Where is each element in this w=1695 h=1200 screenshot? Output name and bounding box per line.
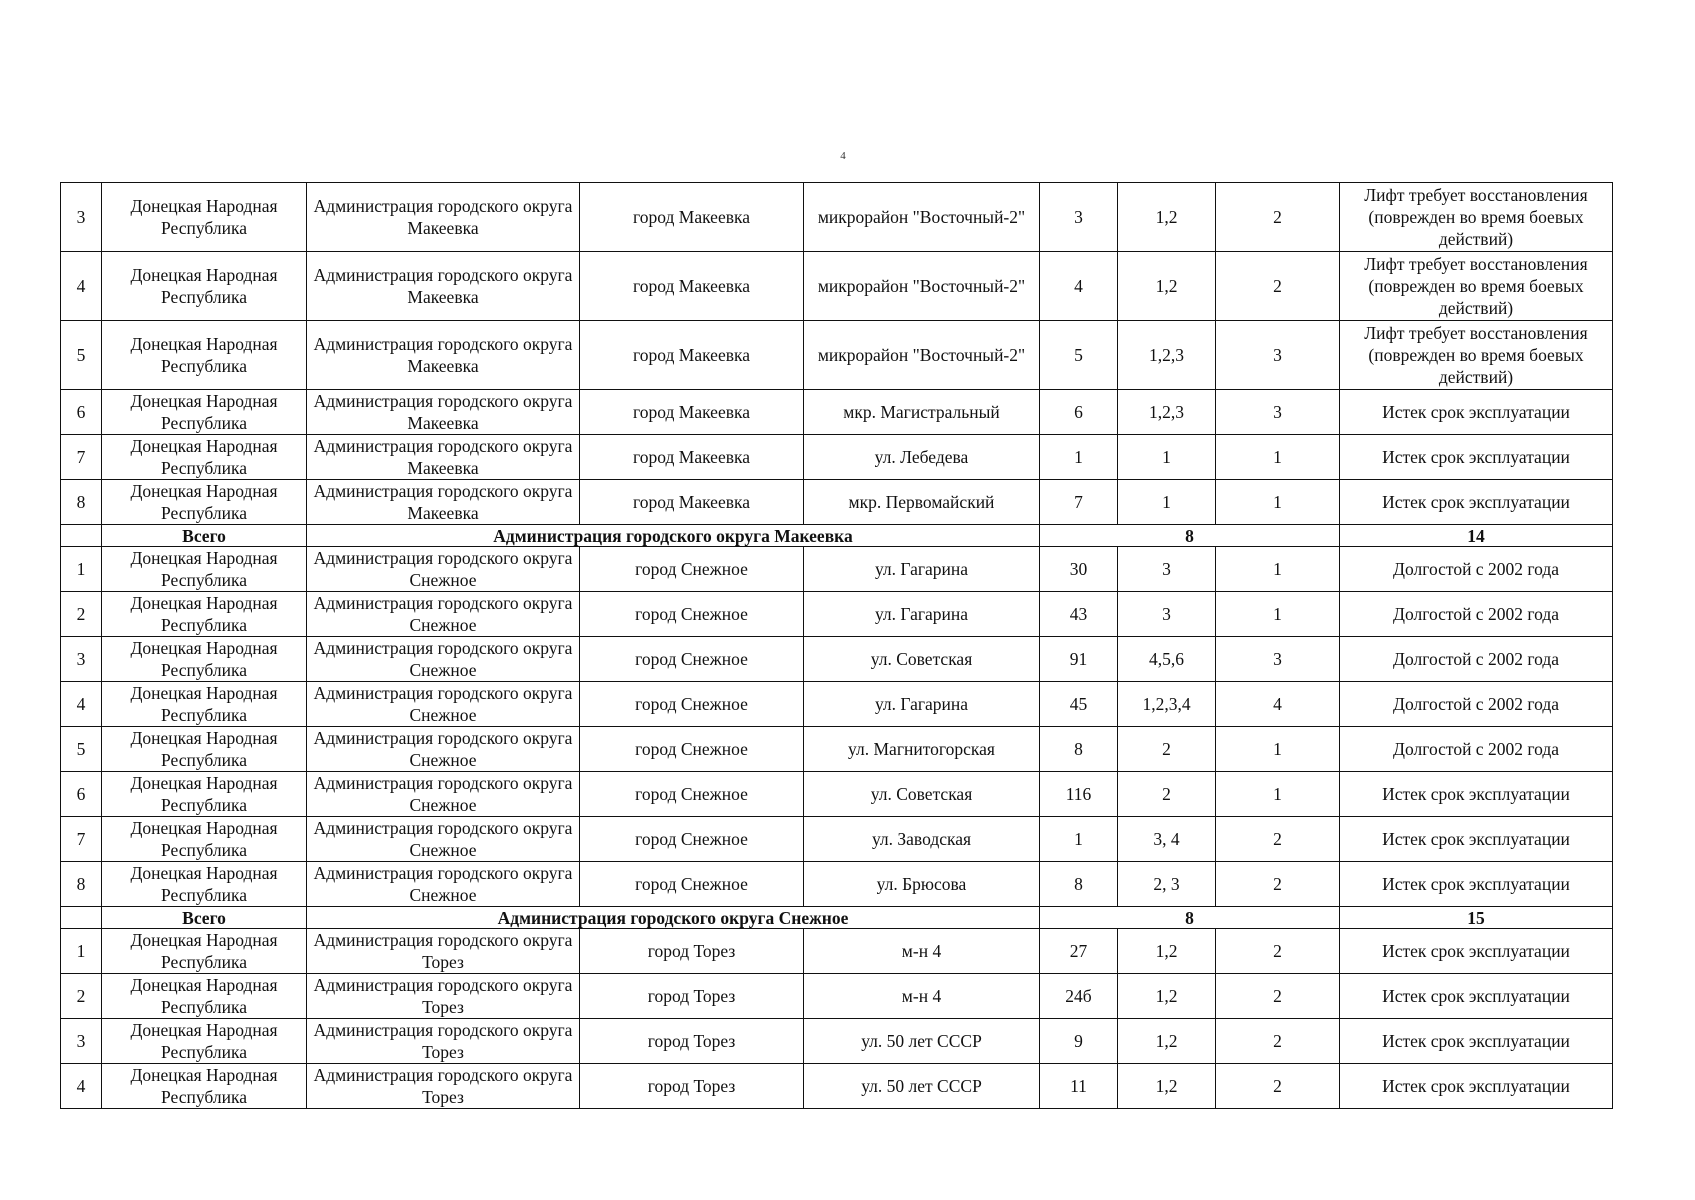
region-cell: Донецкая Народная Республика [102,480,307,525]
total-blank-cell [61,525,102,547]
city-cell: город Макеевка [580,480,804,525]
city-cell: город Макеевка [580,183,804,252]
region-cell: Донецкая Народная Республика [102,321,307,390]
table-row [61,183,1613,252]
table-row [61,929,1613,974]
city-cell: город Торез [580,1019,804,1064]
table-row [61,480,1613,525]
administration-cell: Администрация городского округа Торез [307,1019,580,1064]
street-cell: ул. Магнитогорская [804,727,1040,772]
street-cell: м-н 4 [804,929,1040,974]
region-cell: Донецкая Народная Республика [102,547,307,592]
house-number-cell: 5 [1040,321,1118,390]
table-row [61,974,1613,1019]
street-cell: ул. Советская [804,637,1040,682]
administration-cell: Администрация городского округа Снежное [307,547,580,592]
reason-cell: Истек срок эксплуатации [1340,480,1613,525]
entrances-cell: 3, 4 [1118,817,1216,862]
administration-cell: Администрация городского округа Торез [307,974,580,1019]
table-row [61,637,1613,682]
row-number-cell: 4 [61,1064,102,1109]
table-row [61,862,1613,907]
lift-count-cell: 1 [1216,435,1340,480]
reason-cell: Долгостой с 2002 года [1340,592,1613,637]
street-cell: ул. Заводская [804,817,1040,862]
row-number-cell: 1 [61,929,102,974]
lift-count-cell: 2 [1216,974,1340,1019]
house-number-cell: 45 [1040,682,1118,727]
row-number-cell: 2 [61,592,102,637]
region-cell: Донецкая Народная Республика [102,974,307,1019]
entrances-cell: 1,2 [1118,1064,1216,1109]
region-cell: Донецкая Народная Республика [102,390,307,435]
administration-cell: Администрация городского округа Снежное [307,862,580,907]
administration-cell: Администрация городского округа Макеевка [307,480,580,525]
row-number-cell: 7 [61,817,102,862]
reason-cell: Долгостой с 2002 года [1340,547,1613,592]
entrances-cell: 2 [1118,727,1216,772]
administration-cell: Администрация городского округа Торез [307,929,580,974]
lift-count-cell: 2 [1216,1064,1340,1109]
administration-cell: Администрация городского округа Макеевка [307,321,580,390]
lift-count-cell: 1 [1216,772,1340,817]
lift-count-cell: 1 [1216,547,1340,592]
table-row [61,435,1613,480]
reason-cell: Долгостой с 2002 года [1340,682,1613,727]
city-cell: город Снежное [580,817,804,862]
street-cell: ул. Гагарина [804,547,1040,592]
street-cell: м-н 4 [804,974,1040,1019]
entrances-cell: 1,2,3 [1118,390,1216,435]
row-number-cell: 5 [61,321,102,390]
entrances-cell: 1,2 [1118,252,1216,321]
region-cell: Донецкая Народная Республика [102,727,307,772]
city-cell: город Снежное [580,547,804,592]
table-row [61,772,1613,817]
total-row [61,525,1613,547]
street-cell: мкр. Магистральный [804,390,1040,435]
city-cell: город Торез [580,1064,804,1109]
administration-cell: Администрация городского округа Снежное [307,817,580,862]
region-cell: Донецкая Народная Республика [102,817,307,862]
city-cell: город Снежное [580,682,804,727]
entrances-cell: 3 [1118,592,1216,637]
table-row [61,390,1613,435]
region-cell: Донецкая Народная Республика [102,252,307,321]
entrances-cell: 1,2 [1118,974,1216,1019]
table-row [61,817,1613,862]
row-number-cell: 4 [61,252,102,321]
table-row [61,1019,1613,1064]
lift-registry-table [60,182,1613,1109]
reason-cell: Долгостой с 2002 года [1340,727,1613,772]
city-cell: город Снежное [580,727,804,772]
reason-cell: Лифт требует восстановления (поврежден во время боевых действий) [1340,321,1613,390]
lift-count-cell: 2 [1216,183,1340,252]
entrances-cell: 3 [1118,547,1216,592]
region-cell: Донецкая Народная Республика [102,637,307,682]
administration-cell: Администрация городского округа Снежное [307,592,580,637]
house-number-cell: 91 [1040,637,1118,682]
lift-count-cell: 1 [1216,480,1340,525]
region-cell: Донецкая Народная Республика [102,1064,307,1109]
row-number-cell: 5 [61,727,102,772]
lift-count-cell: 2 [1216,929,1340,974]
table-row [61,252,1613,321]
administration-cell: Администрация городского округа Макеевка [307,252,580,321]
city-cell: город Снежное [580,772,804,817]
administration-cell: Администрация городского округа Снежное [307,727,580,772]
row-number-cell: 6 [61,772,102,817]
city-cell: город Снежное [580,637,804,682]
lift-count-cell: 2 [1216,817,1340,862]
lift-count-cell: 2 [1216,252,1340,321]
table-row [61,592,1613,637]
reason-cell: Лифт требует восстановления (поврежден во время боевых действий) [1340,252,1613,321]
street-cell: мкр. Первомайский [804,480,1040,525]
lift-count-cell: 1 [1216,592,1340,637]
region-cell: Донецкая Народная Республика [102,929,307,974]
city-cell: город Макеевка [580,390,804,435]
row-number-cell: 4 [61,682,102,727]
reason-cell: Истек срок эксплуатации [1340,1064,1613,1109]
house-number-cell: 4 [1040,252,1118,321]
row-number-cell: 2 [61,974,102,1019]
row-number-cell: 7 [61,435,102,480]
street-cell: микрорайон "Восточный-2" [804,321,1040,390]
entrances-cell: 1,2 [1118,1019,1216,1064]
total-administration-cell: Администрация городского округа Снежное [307,907,1040,929]
house-number-cell: 27 [1040,929,1118,974]
reason-cell: Истек срок эксплуатации [1340,772,1613,817]
total-label-cell: Всего [102,907,307,929]
street-cell: ул. Гагарина [804,592,1040,637]
city-cell: город Торез [580,974,804,1019]
reason-cell: Истек срок эксплуатации [1340,817,1613,862]
region-cell: Донецкая Народная Республика [102,1019,307,1064]
street-cell: ул. Лебедева [804,435,1040,480]
house-number-cell: 30 [1040,547,1118,592]
house-number-cell: 1 [1040,817,1118,862]
administration-cell: Администрация городского округа Макеевка [307,390,580,435]
city-cell: город Макеевка [580,435,804,480]
street-cell: ул. 50 лет СССР [804,1064,1040,1109]
administration-cell: Администрация городского округа Снежное [307,637,580,682]
reason-cell: Истек срок эксплуатации [1340,862,1613,907]
page-number: 4 [840,150,846,162]
row-number-cell: 6 [61,390,102,435]
total-label-cell: Всего [102,525,307,547]
table-row [61,727,1613,772]
street-cell: ул. Брюсова [804,862,1040,907]
row-number-cell: 3 [61,1019,102,1064]
city-cell: город Макеевка [580,321,804,390]
region-cell: Донецкая Народная Республика [102,183,307,252]
house-number-cell: 116 [1040,772,1118,817]
house-number-cell: 11 [1040,1064,1118,1109]
lift-count-cell: 3 [1216,637,1340,682]
house-number-cell: 8 [1040,727,1118,772]
street-cell: ул. Советская [804,772,1040,817]
reason-cell: Истек срок эксплуатации [1340,435,1613,480]
region-cell: Донецкая Народная Республика [102,435,307,480]
row-number-cell: 3 [61,637,102,682]
table-row [61,682,1613,727]
table-row [61,1064,1613,1109]
entrances-cell: 1 [1118,435,1216,480]
total-lifts-cell: 15 [1340,907,1613,929]
table-row [61,321,1613,390]
reason-cell: Долгостой с 2002 года [1340,637,1613,682]
row-number-cell: 3 [61,183,102,252]
reason-cell: Лифт требует восстановления (поврежден во время боевых действий) [1340,183,1613,252]
total-blank-cell [61,907,102,929]
entrances-cell: 2, 3 [1118,862,1216,907]
lift-count-cell: 3 [1216,390,1340,435]
reason-cell: Истек срок эксплуатации [1340,390,1613,435]
entrances-cell: 1 [1118,480,1216,525]
administration-cell: Администрация городского округа Макеевка [307,183,580,252]
entrances-cell: 1,2 [1118,183,1216,252]
house-number-cell: 43 [1040,592,1118,637]
total-lifts-cell: 14 [1340,525,1613,547]
region-cell: Донецкая Народная Республика [102,592,307,637]
entrances-cell: 1,2 [1118,929,1216,974]
total-houses-cell: 8 [1040,907,1340,929]
house-number-cell: 7 [1040,480,1118,525]
city-cell: город Снежное [580,862,804,907]
house-number-cell: 9 [1040,1019,1118,1064]
street-cell: микрорайон "Восточный-2" [804,183,1040,252]
lift-count-cell: 2 [1216,1019,1340,1064]
total-administration-cell: Администрация городского округа Макеевка [307,525,1040,547]
total-houses-cell: 8 [1040,525,1340,547]
region-cell: Донецкая Народная Республика [102,772,307,817]
total-row [61,907,1613,929]
house-number-cell: 8 [1040,862,1118,907]
reason-cell: Истек срок эксплуатации [1340,1019,1613,1064]
reason-cell: Истек срок эксплуатации [1340,974,1613,1019]
administration-cell: Администрация городского округа Торез [307,1064,580,1109]
house-number-cell: 3 [1040,183,1118,252]
house-number-cell: 6 [1040,390,1118,435]
lift-count-cell: 4 [1216,682,1340,727]
street-cell: ул. 50 лет СССР [804,1019,1040,1064]
entrances-cell: 1,2,3 [1118,321,1216,390]
street-cell: ул. Гагарина [804,682,1040,727]
table-row [61,547,1613,592]
row-number-cell: 1 [61,547,102,592]
lift-count-cell: 3 [1216,321,1340,390]
region-cell: Донецкая Народная Республика [102,862,307,907]
house-number-cell: 1 [1040,435,1118,480]
reason-cell: Истек срок эксплуатации [1340,929,1613,974]
lift-count-cell: 1 [1216,727,1340,772]
region-cell: Донецкая Народная Республика [102,682,307,727]
house-number-cell: 24б [1040,974,1118,1019]
row-number-cell: 8 [61,862,102,907]
entrances-cell: 2 [1118,772,1216,817]
row-number-cell: 8 [61,480,102,525]
administration-cell: Администрация городского округа Макеевка [307,435,580,480]
administration-cell: Администрация городского округа Снежное [307,772,580,817]
administration-cell: Администрация городского округа Снежное [307,682,580,727]
city-cell: город Торез [580,929,804,974]
city-cell: город Снежное [580,592,804,637]
city-cell: город Макеевка [580,252,804,321]
street-cell: микрорайон "Восточный-2" [804,252,1040,321]
entrances-cell: 1,2,3,4 [1118,682,1216,727]
lift-count-cell: 2 [1216,862,1340,907]
entrances-cell: 4,5,6 [1118,637,1216,682]
